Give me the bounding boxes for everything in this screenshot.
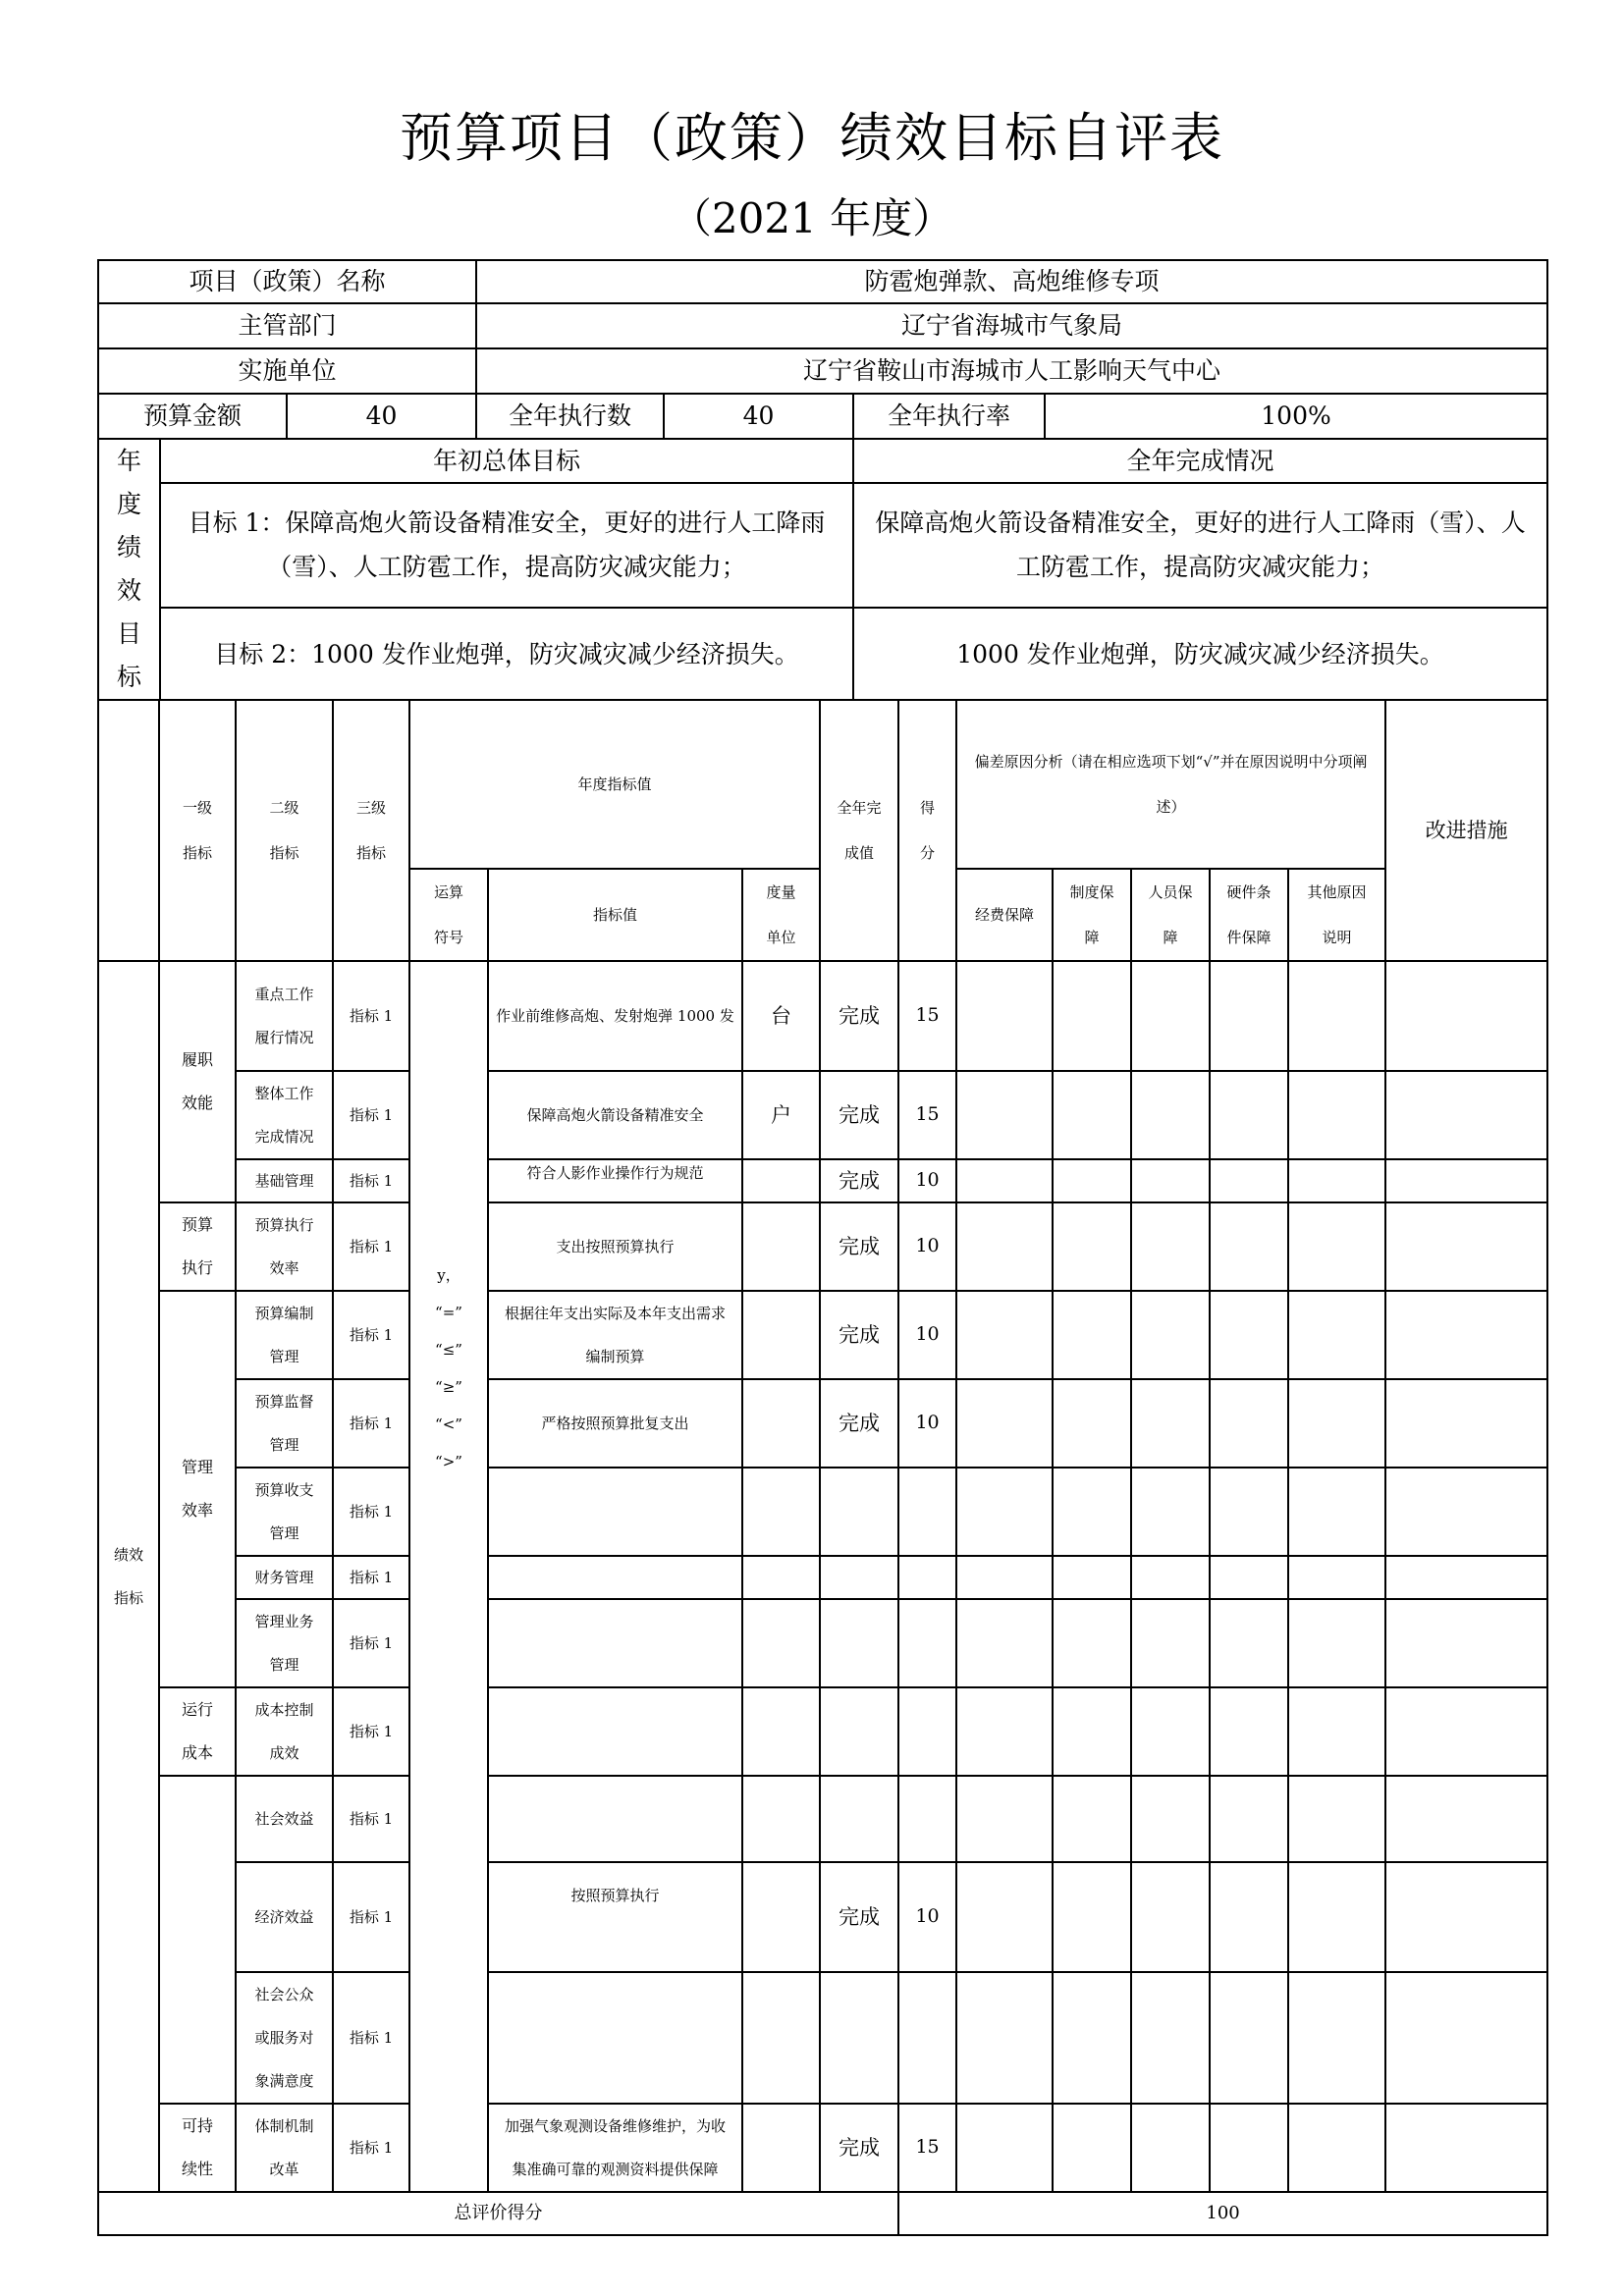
row-level2 (236, 1599, 333, 1687)
row-level2-text: 体制机制改革 (254, 2117, 314, 2178)
dept-label: 主管部门 (98, 303, 476, 348)
row-score (898, 1599, 956, 1687)
goals-side-label (98, 439, 160, 700)
row-unit (742, 1202, 820, 1291)
row-unit (742, 1687, 820, 1776)
table-row (98, 1972, 1547, 2104)
executed-value: 40 (664, 394, 853, 439)
hdr-unit (742, 869, 820, 961)
row-level2-text: 预算执行效率 (254, 1216, 314, 1277)
row-level2-text: 重点工作履行情况 (254, 986, 314, 1046)
initial-goal-header: 年初总体目标 (160, 439, 853, 483)
row-level3: 指标 1 (333, 1599, 409, 1687)
row-score: 10 (898, 1202, 956, 1291)
row-completion (820, 1599, 898, 1687)
row-level3: 指标 1 (333, 1159, 409, 1202)
group-g4-text: 运行成本 (181, 1700, 213, 1762)
row-score (898, 1556, 956, 1599)
row-unit (742, 1776, 820, 1862)
hdr-level2 (236, 700, 333, 961)
hdr-personnel (1131, 869, 1210, 961)
total-value: 100 (898, 2192, 1547, 2235)
operator-eq: “=” (435, 1304, 462, 1321)
hdr-level1 (159, 700, 236, 961)
row-completion (820, 1468, 898, 1556)
row-level2-text: 预算监督管理 (254, 1393, 314, 1454)
operator-ge: “≥” (435, 1378, 462, 1396)
row-level2-text: 社会公众或服务对象满意度 (254, 1986, 314, 2090)
hdr-operator-text: 运算符号 (433, 883, 463, 946)
info-table (97, 259, 1548, 701)
row-completion (820, 1776, 898, 1862)
table-row (98, 1687, 1547, 1776)
row-value (488, 1776, 742, 1862)
row-level2-text: 管理业务管理 (254, 1613, 314, 1674)
project-name-label: 项目（政策）名称 (98, 260, 476, 303)
level1-cell (98, 961, 159, 2192)
operator-y: y， (437, 1266, 460, 1284)
row-completion (820, 1687, 898, 1776)
page-title: 预算项目（政策）绩效目标自评表 (400, 107, 1224, 169)
row-unit: 台 (742, 961, 820, 1071)
row-level2 (236, 961, 333, 1071)
table-row (98, 1776, 1547, 1862)
row-level2-text: 预算收支管理 (254, 1481, 314, 1542)
row-value (488, 1972, 742, 2104)
page-subtitle: （2021 年度） (670, 194, 954, 242)
row-score: 10 (898, 1862, 956, 1972)
goal-2: 目标 2：1000 发作业炮弹，防灾减灾减少经济损失。 (160, 608, 853, 700)
row-completion: 完成 (820, 961, 898, 1071)
hdr-annual-value: 年度指标值 (409, 700, 820, 869)
row-level2: 经济效益 (236, 1862, 333, 1972)
row-score: 15 (898, 961, 956, 1071)
hdr-other-text: 其他原因说明 (1307, 883, 1367, 946)
rate-label: 全年执行率 (853, 394, 1045, 439)
unit-value: 辽宁省鞍山市海城市人工影响天气中心 (476, 348, 1547, 394)
table-row (98, 961, 1547, 1071)
group-g6 (159, 2104, 236, 2192)
indicator-table (97, 699, 1548, 2236)
table-row (98, 1599, 1547, 1687)
group-g6-text: 可持续性 (181, 2116, 213, 2178)
total-label: 总评价得分 (98, 2192, 898, 2235)
level1-text: 绩效指标 (113, 1546, 143, 1607)
row-level2 (236, 2104, 333, 2192)
table-row (98, 1159, 1547, 1202)
rate-value: 100% (1045, 394, 1547, 439)
hdr-operator (409, 869, 488, 961)
row-score: 10 (898, 1159, 956, 1202)
row-level3: 指标 1 (333, 1776, 409, 1862)
row-completion: 完成 (820, 2104, 898, 2192)
project-name-value: 防雹炮弹款、高炮维修专项 (476, 260, 1547, 303)
row-value: 保障高炮火箭设备精准安全 (488, 1071, 742, 1159)
row-level3: 指标 1 (333, 1071, 409, 1159)
table-row (98, 1862, 1547, 1972)
hdr-annual-completion (820, 700, 898, 961)
budget-value: 40 (287, 394, 476, 439)
goal-2-completion: 1000 发作业炮弹，防灾减灾减少经济损失。 (853, 608, 1547, 700)
hdr-level3 (333, 700, 409, 961)
row-level2-text: 预算编制管理 (254, 1305, 314, 1365)
row-level2-text: 成本控制成效 (254, 1701, 314, 1762)
row-value: 根据往年支出实际及本年支出需求编制预算 (488, 1291, 742, 1379)
table-row (98, 2104, 1547, 2192)
hdr-system (1053, 869, 1131, 961)
hdr-unit-text: 度量单位 (766, 883, 796, 946)
row-unit (742, 1556, 820, 1599)
row-level2 (236, 1687, 333, 1776)
hdr-funding: 经费保障 (956, 869, 1053, 961)
group-g2 (159, 1202, 236, 1291)
row-score (898, 1776, 956, 1862)
row-score: 15 (898, 2104, 956, 2192)
executed-label: 全年执行数 (476, 394, 664, 439)
operator-lt: “<” (435, 1415, 462, 1433)
hdr-score (898, 700, 956, 961)
row-score (898, 1468, 956, 1556)
row-value: 支出按照预算执行 (488, 1202, 742, 1291)
unit-label: 实施单位 (98, 348, 476, 394)
row-completion: 完成 (820, 1071, 898, 1159)
operator-gt: “>” (435, 1453, 462, 1470)
row-unit (742, 1379, 820, 1468)
row-completion (820, 1972, 898, 2104)
row-level3: 指标 1 (333, 961, 409, 1071)
row-value: 按照预算执行 (488, 1862, 742, 1972)
hdr-annual-completion-text: 全年完成值 (837, 799, 882, 862)
hdr-level1-text: 一级指标 (182, 799, 212, 862)
table-row (98, 1202, 1547, 1291)
completion-header: 全年完成情况 (853, 439, 1547, 483)
row-completion: 完成 (820, 1862, 898, 1972)
hdr-other (1288, 869, 1385, 961)
group-g1-text: 履职效能 (181, 1050, 213, 1112)
row-level3: 指标 1 (333, 1291, 409, 1379)
hdr-level3-text: 三级指标 (355, 799, 386, 862)
group-g5 (159, 1776, 236, 2104)
hdr-hardware-text: 硬件条件保障 (1226, 883, 1272, 946)
table-row (98, 1468, 1547, 1556)
row-completion: 完成 (820, 1291, 898, 1379)
hdr-level2-text: 二级指标 (269, 799, 299, 862)
row-value: 严格按照预算批复支出 (488, 1379, 742, 1468)
goal-1: 目标 1：保障高炮火箭设备精准安全，更好的进行人工降雨（雪）、人工防雹工作，提高防灾减灾能力； (160, 483, 853, 608)
row-level2 (236, 1468, 333, 1556)
hdr-personnel-text: 人员保障 (1148, 883, 1193, 946)
row-completion: 完成 (820, 1159, 898, 1202)
hdr-score-text: 得分 (920, 799, 936, 862)
row-score: 10 (898, 1291, 956, 1379)
row-level3: 指标 1 (333, 1468, 409, 1556)
hdr-deviation: 偏差原因分析（请在相应选项下划“√”并在原因说明中分项阐述） (956, 700, 1385, 869)
hdr-indicator-value: 指标值 (488, 869, 742, 961)
row-value: 作业前维修高炮、发射炮弹 1000 发 (488, 961, 742, 1071)
row-score (898, 1687, 956, 1776)
table-row (98, 1556, 1547, 1599)
total-row (98, 2192, 1547, 2235)
hdr-blank (98, 700, 159, 961)
group-g3-text: 管理效率 (181, 1458, 213, 1520)
row-unit: 户 (742, 1071, 820, 1159)
row-value (488, 1556, 742, 1599)
row-level3: 指标 1 (333, 1972, 409, 2104)
row-level3: 指标 1 (333, 1862, 409, 1972)
row-level3: 指标 1 (333, 1202, 409, 1291)
row-completion (820, 1556, 898, 1599)
row-level3: 指标 1 (333, 1379, 409, 1468)
row-level2 (236, 1071, 333, 1159)
row-level2 (236, 1202, 333, 1291)
row-level3: 指标 1 (333, 1687, 409, 1776)
row-level2-text: 整体工作完成情况 (254, 1085, 314, 1146)
row-unit (742, 1599, 820, 1687)
row-score (898, 1972, 956, 2104)
group-g4 (159, 1687, 236, 1776)
row-score: 10 (898, 1379, 956, 1468)
group-g2-text: 预算执行 (181, 1215, 213, 1277)
row-unit (742, 1862, 820, 1972)
row-level2 (236, 1972, 333, 2104)
hdr-system-text: 制度保障 (1069, 883, 1114, 946)
row-level2: 社会效益 (236, 1776, 333, 1862)
row-level2 (236, 1291, 333, 1379)
row-unit (742, 1291, 820, 1379)
row-score: 15 (898, 1071, 956, 1159)
row-value (488, 1599, 742, 1687)
table-row (98, 1071, 1547, 1159)
row-unit (742, 1972, 820, 2104)
goal-1-completion: 保障高炮火箭设备精准安全，更好的进行人工降雨（雪）、人工防雹工作，提高防灾减灾能力； (853, 483, 1547, 608)
dept-value: 辽宁省海城市气象局 (476, 303, 1547, 348)
table-row (98, 1379, 1547, 1468)
row-level3: 指标 1 (333, 2104, 409, 2192)
row-level3: 指标 1 (333, 1556, 409, 1599)
hdr-hardware (1210, 869, 1288, 961)
row-unit (742, 1159, 820, 1202)
row-level2: 财务管理 (236, 1556, 333, 1599)
operator-le: “≤” (435, 1341, 462, 1359)
row-value: 符合人影作业操作行为规范 (488, 1159, 742, 1202)
row-value (488, 1468, 742, 1556)
row-level2 (236, 1379, 333, 1468)
group-g1 (159, 961, 236, 1202)
hdr-improve: 改进措施 (1385, 700, 1547, 961)
table-row (98, 1291, 1547, 1379)
row-completion: 完成 (820, 1379, 898, 1468)
group-g3 (159, 1291, 236, 1687)
row-level2: 基础管理 (236, 1159, 333, 1202)
row-unit (742, 1468, 820, 1556)
goals-side-text: 年度绩效目标 (116, 447, 141, 691)
budget-label: 预算金额 (98, 394, 287, 439)
row-completion: 完成 (820, 1202, 898, 1291)
row-value: 加强气象观测设备维修维护，为收集准确可靠的观测资料提供保障 (488, 2104, 742, 2192)
row-unit (742, 2104, 820, 2192)
operator-cell (409, 961, 488, 2192)
row-value (488, 1687, 742, 1776)
